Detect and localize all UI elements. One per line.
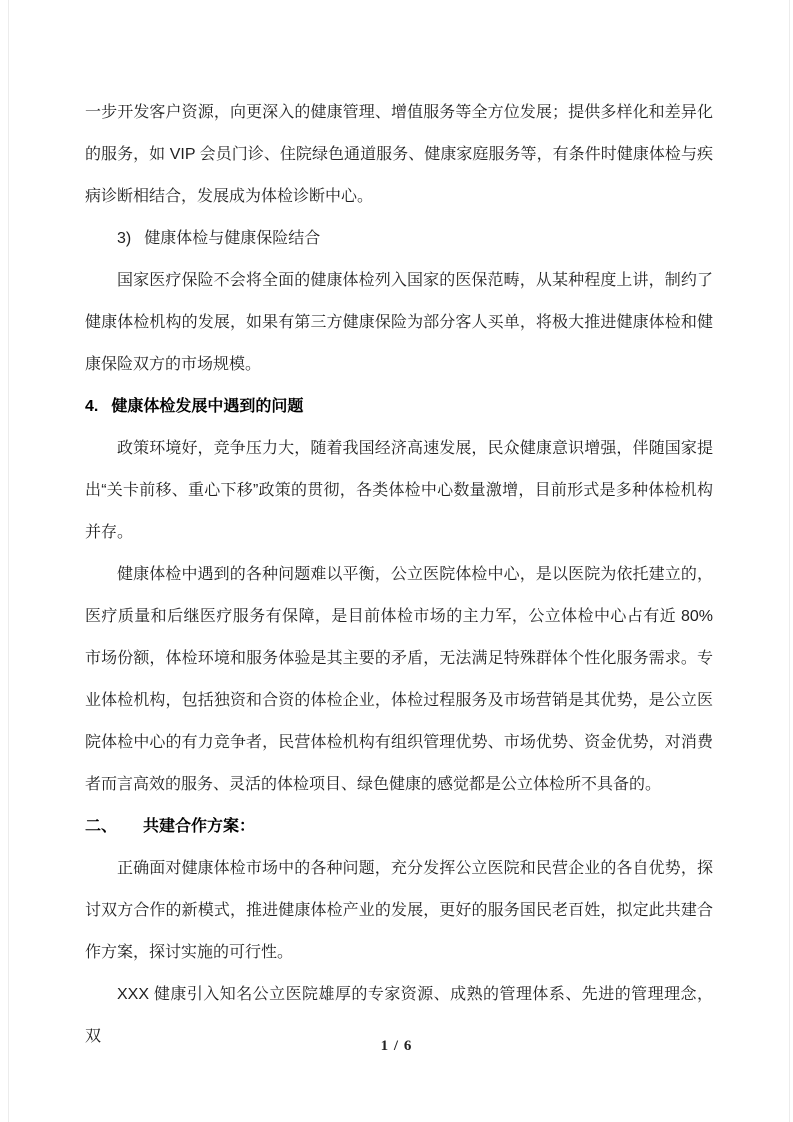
list-item-title: 健康体检与健康保险结合 xyxy=(144,230,321,247)
paragraph-cooperation: 正确面对健康体检市场中的各种问题，充分发挥公立医院和民营企业的各自优势，探讨双方合作的新模式，推进健康体检产业的发展，更好的服务国民老百姓，拟定此共建合作方案，探讨实施的可行性。 xyxy=(85,860,713,961)
heading-section-2 xyxy=(85,806,713,848)
paragraph-continuation: 一步开发客户资源，向更深入的健康管理、增值服务等全方位发展；提供多样化和差异化的服务，如 VIP 会员门诊、住院绿色通道服务、健康家庭服务等，有条件时健康体检与疾病诊断相结合，发展成为体检诊断中心。 xyxy=(85,104,713,205)
heading-number: 二、 xyxy=(85,818,118,835)
page-number: 1 / 6 xyxy=(380,1038,413,1054)
heading-title: 健康体检发展中遇到的问题 xyxy=(111,398,304,415)
list-item-number: 3) xyxy=(117,230,132,247)
page-footer xyxy=(0,1038,793,1055)
paragraph-insurance: 国家医疗保险不会将全面的健康体检列入国家的医保范畴，从某种程度上讲，制约了健康体检机构的发展，如果有第三方健康保险为部分客人买单，将极大推进健康体检和健康保险双方的市场规模。 xyxy=(85,272,713,373)
paragraph-policy-environment: 政策环境好，竞争压力大，随着我国经济高速发展，民众健康意识增强，伴随国家提出“关卡前移、重心下移”政策的贯彻，各类体检中心数量激增，目前形式是多种体检机构并存。 xyxy=(85,440,713,541)
document-content xyxy=(85,92,713,1058)
paragraph-market-problems: 健康体检中遇到的各种问题难以平衡，公立医院体检中心，是以医院为依托建立的，医疗质量和后继医疗服务有保障，是目前体检市场的主力军，公立体检中心占有近 80%市场份额，体检环境和服务体验是其主要的矛盾，无法满足特殊群体个性化服务需求。专业体检机构，包括独资和合资的体检企业，体检过程服务及市场营销是其优势，是公立医院体检中心的有力竞争者，民营体检机构有组织管理优势、市场优势、资金优势，对消费者而言高效的服务、灵活的体检项目、绿色健康的感觉都是公立体检所不具备的。 xyxy=(85,566,713,793)
list-item-3 xyxy=(85,218,713,260)
heading-number: 4. xyxy=(85,398,99,415)
heading-section-4 xyxy=(85,386,713,428)
heading-title: 共建合作方案： xyxy=(143,818,256,835)
paragraph-xxx-health: XXX 健康引入知名公立医院雄厚的专家资源、成熟的管理体系、先进的管理理念，双 xyxy=(85,986,713,1045)
